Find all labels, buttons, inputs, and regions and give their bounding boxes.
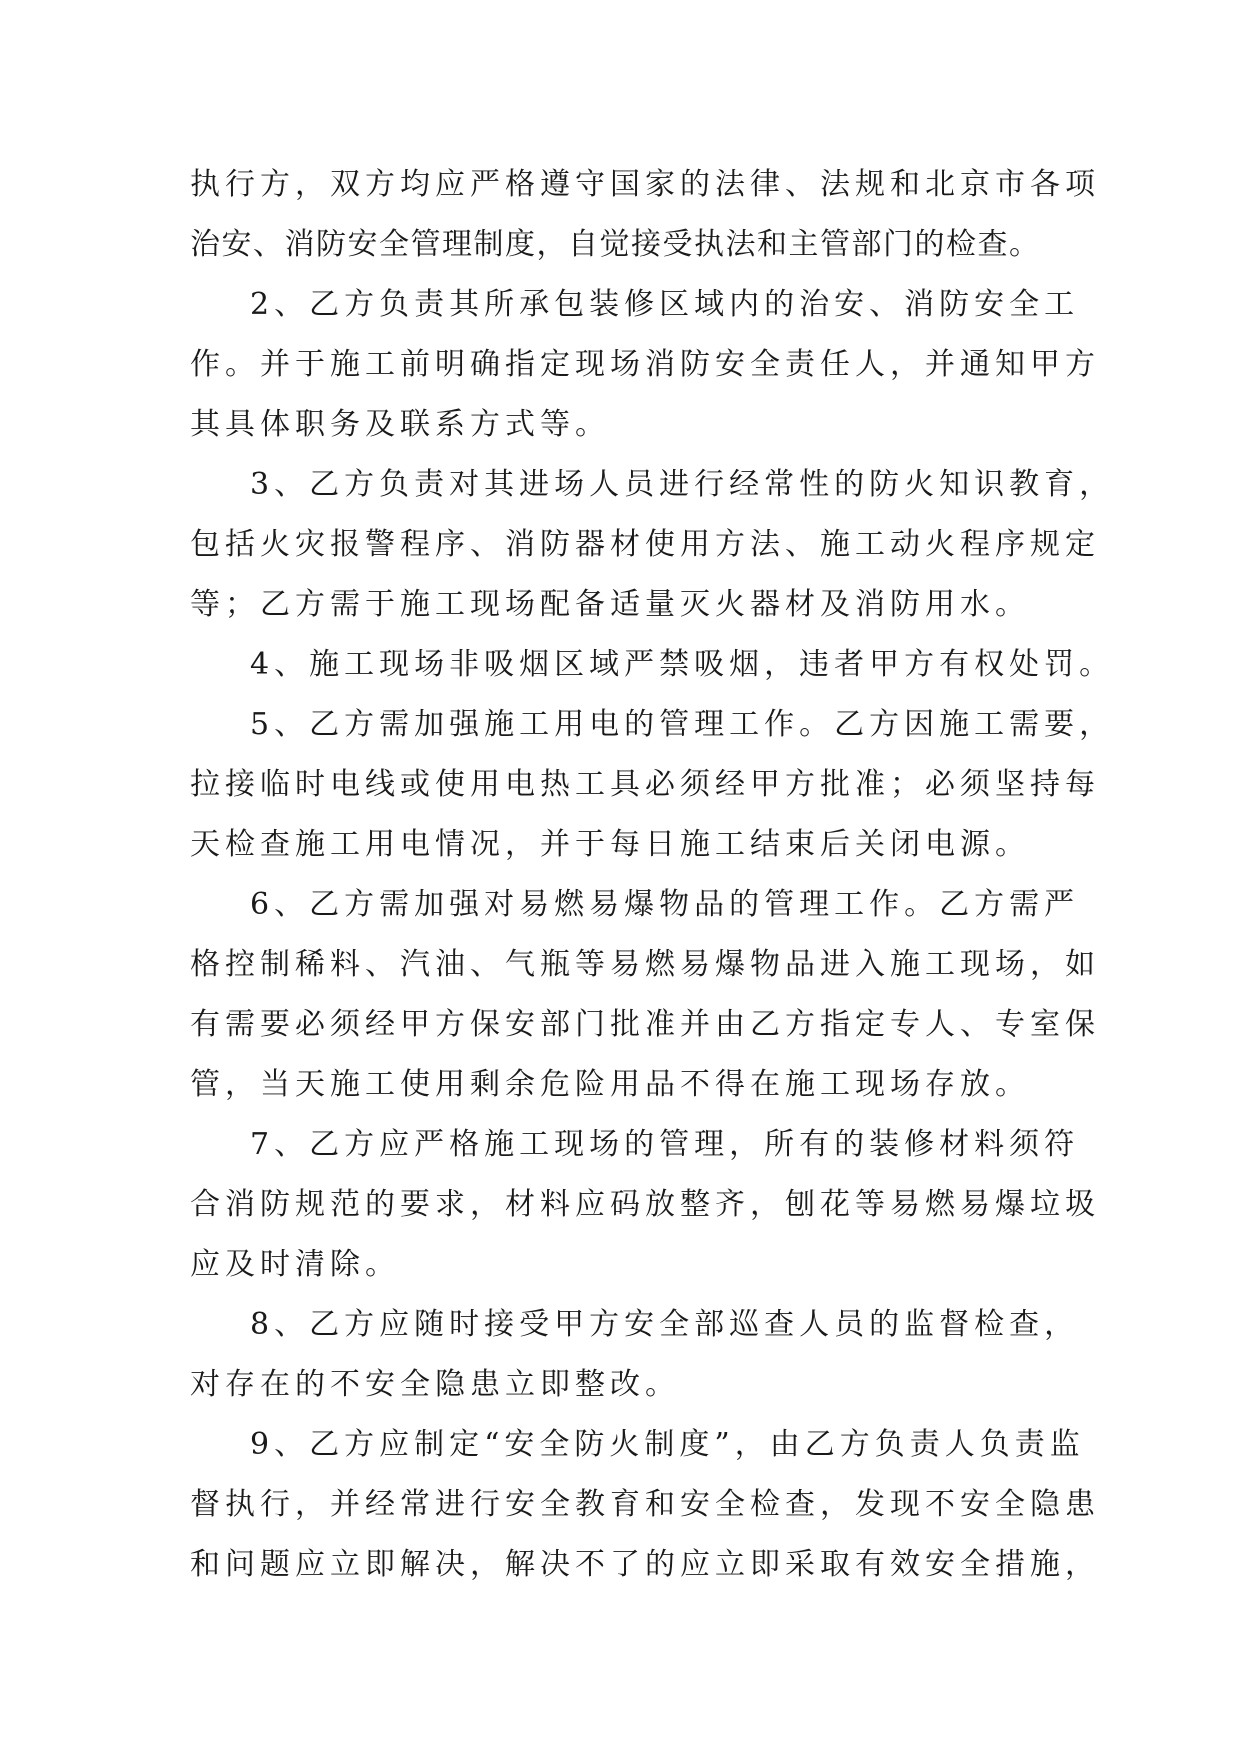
text-line: 督执行，并经常进行安全教育和安全检查，发现不安全隐患: [190, 1487, 1100, 1522]
text-line: 等；乙方需于施工现场配备适量灭火器材及消防用水。: [190, 587, 1030, 622]
text-line: 有需要必须经甲方保安部门批准并由乙方指定专人、专室保: [190, 1007, 1100, 1042]
paragraph-2-start: 2、乙方负责其所承包装修区域内的治安、消防安全工: [250, 287, 1080, 322]
paragraph-3-start: 3、乙方负责对其进场人员进行经常性的防火知识教育，: [250, 467, 1115, 502]
text-line: 其具体职务及联系方式等。: [190, 407, 610, 442]
paragraph-7-start: 7、乙方应严格施工现场的管理，所有的装修材料须符: [250, 1127, 1080, 1162]
text-line: 包括火灾报警程序、消防器材使用方法、施工动火程序规定: [190, 527, 1100, 562]
text-line: 和问题应立即解决，解决不了的应立即采取有效安全措施，: [190, 1547, 1100, 1582]
text-line: 格控制稀料、汽油、气瓶等易燃易爆物品进入施工现场，如: [190, 947, 1100, 982]
text-line: 管，当天施工使用剩余危险用品不得在施工现场存放。: [190, 1067, 1030, 1102]
paragraph-6-start: 6、乙方需加强对易燃易爆物品的管理工作。乙方需严: [250, 887, 1080, 922]
text-line: 治安、消防安全管理制度，自觉接受执法和主管部门的检查。: [190, 227, 1041, 262]
text-line: 作。并于施工前明确指定现场消防安全责任人，并通知甲方: [190, 347, 1100, 382]
paragraph-9-start: 9、乙方应制定“安全防火制度”，由乙方负责人负责监: [250, 1427, 1085, 1462]
paragraph-4-start: 4、施工现场非吸烟区域严禁吸烟，违者甲方有权处罚。: [250, 647, 1115, 682]
paragraph-8-start: 8、乙方应随时接受甲方安全部巡查人员的监督检查，: [250, 1307, 1080, 1342]
text-line: 拉接临时电线或使用电热工具必须经甲方批准；必须坚持每: [190, 767, 1100, 802]
text-line: 对存在的不安全隐患立即整改。: [190, 1367, 680, 1402]
document-body: [190, 155, 1115, 1595]
text-line: 应及时清除。: [190, 1247, 400, 1282]
text-line: 合消防规范的要求，材料应码放整齐，刨花等易燃易爆垃圾: [190, 1187, 1100, 1222]
text-line: 执行方，双方均应严格遵守国家的法律、法规和北京市各项: [190, 167, 1100, 202]
paragraph-5-start: 5、乙方需加强施工用电的管理工作。乙方因施工需要，: [250, 707, 1115, 742]
text-line: 天检查施工用电情况，并于每日施工结束后关闭电源。: [190, 827, 1030, 862]
